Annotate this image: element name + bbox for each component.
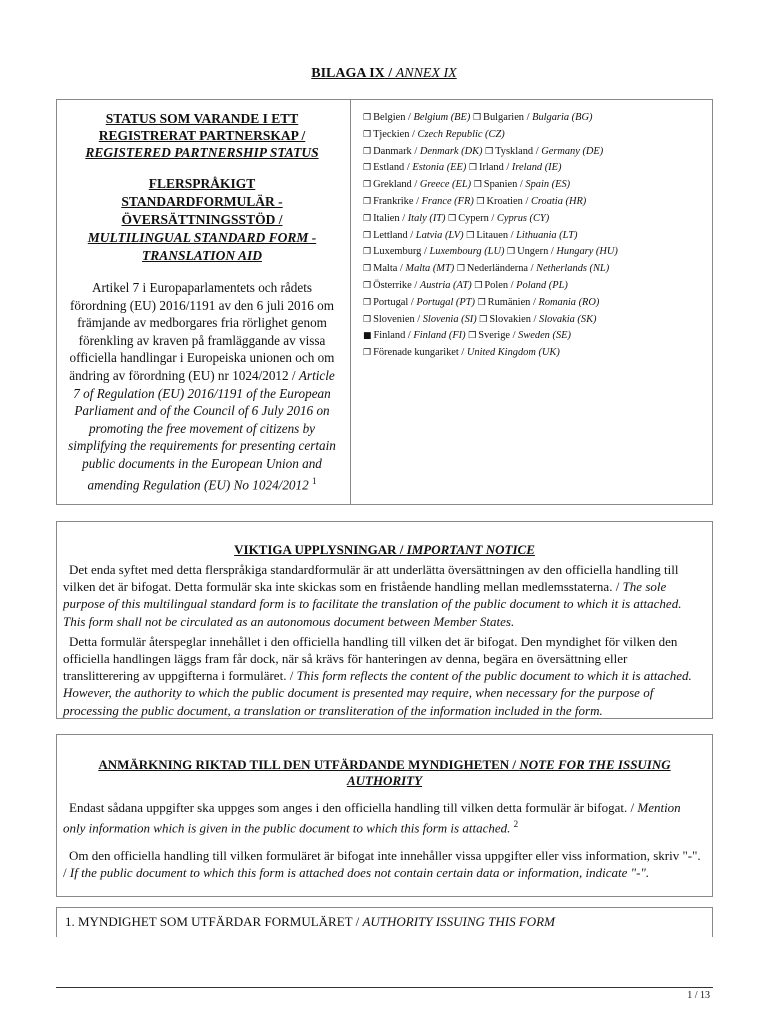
footer-rule <box>56 987 713 988</box>
country-option[interactable]: ❒ Litauen / Lithuania (LT) <box>466 229 578 241</box>
section-1-title-en: AUTHORITY ISSUING THIS FORM <box>362 914 555 929</box>
country-row <box>363 312 708 329</box>
country-row <box>363 144 708 161</box>
country-row <box>363 345 708 362</box>
checkbox-empty-icon[interactable]: ❒ <box>363 180 372 191</box>
section-1-issuing-authority <box>56 907 713 937</box>
notice-p1-en: The sole purpose of this multilingual standard form is to facilitate the translation of the public document to which it is attached. This form shall not be circulated as an autonomous document between Member States. <box>63 579 682 629</box>
checkbox-empty-icon[interactable]: ❒ <box>473 180 482 191</box>
country-name-en: Ireland (IE) <box>511 162 562 174</box>
country-name-sv: Österrike <box>373 279 412 291</box>
country-name-en: Slovenia (SI) <box>422 313 477 325</box>
country-name-en: Romania (RO) <box>538 296 600 308</box>
notice-p2-en: This form reflects the content of the public document to which it is attached. However, the authority to which the public document is presented may require, when necessary for the purpose of processing the public document, a translation or transliteration of the information included in the form. <box>63 668 692 718</box>
country-name-sv: Litauen <box>476 229 509 241</box>
country-name-sv: Ungern <box>517 246 549 258</box>
footnote-marker-2: 2 <box>513 819 519 830</box>
checkbox-empty-icon[interactable]: ❒ <box>476 196 485 207</box>
country-name-sv: Tjeckien <box>373 128 410 140</box>
country-option[interactable]: ❒ Polen / Poland (PL) <box>474 279 568 291</box>
country-row <box>363 295 708 312</box>
regulation-text-tail: Regulation (EU) No 1024/2012 <box>139 476 309 492</box>
annex-title-en: ANNEX IX <box>395 66 457 81</box>
checkbox-empty-icon[interactable]: ❒ <box>363 129 372 140</box>
country-option[interactable]: ❒ Slovakien / Slovakia (SK) <box>479 313 597 325</box>
country-row <box>363 211 708 228</box>
country-option[interactable]: ❒ Tjeckien / Czech Republic (CZ) <box>363 128 505 140</box>
note-heading-sv: ANMÄRKNING RIKTAD TILL DEN UTFÄRDANDE MYNDIGHETEN / <box>98 757 520 772</box>
form-title-en-2: TRANSLATION AID <box>142 248 262 263</box>
note-heading-en: NOTE FOR THE ISSUING AUTHORITY <box>346 757 671 788</box>
member-state-checklist <box>363 110 708 362</box>
notice-paragraph-2 <box>63 633 706 719</box>
page-number: 1 / 13 <box>687 990 710 1001</box>
country-name-en: Lithuania (LT) <box>516 229 578 241</box>
country-option[interactable]: ❒ Luxemburg / Luxembourg (LU) <box>363 246 505 258</box>
note-p1-en: Mention only information which is given in the public document to which this form is attached. <box>63 800 681 836</box>
country-option[interactable]: ❒ Danmark / Denmark (DK) <box>363 145 483 157</box>
column-divider <box>350 100 351 504</box>
country-name-sv: Danmark <box>373 145 412 157</box>
checkbox-empty-icon[interactable]: ❒ <box>363 113 372 123</box>
country-name-en: Germany (DE) <box>541 145 604 157</box>
checkbox-empty-icon[interactable]: ❒ <box>479 314 488 325</box>
country-row <box>363 278 708 295</box>
country-option[interactable]: ❒ Förenade kungariket / United Kingdom (UK) <box>363 347 560 359</box>
country-name-en: Bulgaria (BG) <box>532 112 593 123</box>
country-row <box>363 194 708 211</box>
country-name-sv: Kroatien <box>486 195 523 207</box>
country-name-en: Austria (AT) <box>419 279 472 291</box>
checkbox-empty-icon[interactable]: ❒ <box>363 146 372 157</box>
note-paragraph-1 <box>63 799 706 837</box>
status-title-en: REGISTERED PARTNERSHIP STATUS <box>85 145 319 160</box>
note-paragraph-2 <box>63 847 706 881</box>
country-option[interactable]: ❒ Belgien / Belgium (BE) <box>363 112 471 123</box>
important-notice-box <box>56 521 713 719</box>
country-option[interactable]: ❒ Sverige / Sweden (SE) <box>468 330 571 342</box>
form-title-sv-2: STANDARDFORMULÄR - <box>121 194 283 209</box>
country-name-sv: Polen <box>484 279 509 291</box>
country-option[interactable]: ❒ Estland / Estonia (EE) <box>363 162 467 174</box>
checkbox-empty-icon[interactable]: ❒ <box>472 113 482 123</box>
checkbox-empty-icon[interactable]: ❒ <box>507 247 516 258</box>
country-name-en: Croatia (HR) <box>530 195 587 207</box>
header-box <box>56 99 713 505</box>
country-option[interactable]: ❒ Cypern / Cyprus (CY) <box>448 212 550 224</box>
country-name-sv: Estland <box>373 162 405 174</box>
country-name-sv: Lettland <box>373 229 408 241</box>
country-name-sv: Luxemburg <box>373 246 422 258</box>
country-name-en: Portugal (PT) <box>416 296 475 308</box>
section-1-title-sv: 1. MYNDIGHET SOM UTFÄRDAR FORMULÄRET / <box>65 914 363 929</box>
country-name-en: Slovakia (SK) <box>539 313 597 325</box>
status-title-sv-2: REGISTRERAT PARTNERSKAP / <box>98 128 306 143</box>
country-row <box>363 328 708 345</box>
country-name-sv: Portugal <box>373 296 409 308</box>
country-option[interactable]: ❒ Frankrike / France (FR) <box>363 195 474 207</box>
notice-p1-sv: Det enda syftet med detta flerspråkiga standardformulär är att underlätta översättningen av den officiella handling till vilken det är bifogat. Detta formulär ska inte skickas som en fristående handling mellan medlemsstaterna. / <box>63 562 679 595</box>
country-name-sv: Förenade kungariket <box>373 347 459 359</box>
country-option[interactable]: ■ Finland / Finland (FI) <box>363 330 466 342</box>
annex-title-separator: / <box>384 66 396 81</box>
notice-heading-sv: VIKTIGA UPPLYSNINGAR / <box>234 542 407 557</box>
country-option[interactable]: ❒ Ungern / Hungary (HU) <box>507 246 618 258</box>
country-name-en: Cyprus (CY) <box>496 212 550 224</box>
country-option[interactable]: ❒ Lettland / Latvia (LV) <box>363 229 464 241</box>
checkbox-empty-icon[interactable]: ❒ <box>363 314 372 325</box>
country-name-sv: Sverige <box>478 330 511 342</box>
country-name-sv: Spanien <box>483 179 518 191</box>
country-option[interactable]: ❒ Nederländerna / Netherlands (NL) <box>456 263 610 275</box>
country-name-en: Italy (IT) <box>407 212 446 224</box>
country-option[interactable]: ❒ Rumänien / Romania (RO) <box>477 296 600 308</box>
country-option[interactable]: ❒ Italien / Italy (IT) <box>363 212 446 224</box>
country-row <box>363 261 708 278</box>
checkbox-empty-icon[interactable]: ❒ <box>477 297 486 308</box>
country-name-sv: Finland <box>373 330 406 342</box>
country-name-sv: Frankrike <box>373 195 414 207</box>
country-name-sv: Bulgarien <box>483 112 525 123</box>
country-option[interactable]: ❒ Tyskland / Germany (DE) <box>485 145 604 157</box>
country-row <box>363 244 708 261</box>
country-row <box>363 127 708 144</box>
annex-title-sv: BILAGA IX <box>311 66 385 81</box>
checkbox-empty-icon[interactable]: ❒ <box>363 163 372 174</box>
checkbox-empty-icon[interactable]: ❒ <box>466 230 475 241</box>
country-name-en: Netherlands (NL) <box>536 263 610 275</box>
checkbox-empty-icon[interactable]: ❒ <box>474 280 483 291</box>
country-name-en: Malta (MT) <box>405 263 455 275</box>
country-name-en: Sweden (SE) <box>518 330 571 342</box>
checkbox-empty-icon[interactable]: ❒ <box>363 264 372 275</box>
checkbox-empty-icon[interactable]: ❒ <box>363 247 372 258</box>
checkbox-empty-icon[interactable]: ❒ <box>363 297 372 308</box>
country-name-en: Luxembourg (LU) <box>429 246 505 258</box>
country-name-sv: Cypern <box>458 212 489 224</box>
notice-paragraph-1 <box>63 561 706 630</box>
country-name-sv: Irland <box>479 162 504 174</box>
country-option[interactable]: ❒ Irland / Ireland (IE) <box>468 162 562 174</box>
country-name-sv: Nederländerna <box>466 263 529 275</box>
country-option[interactable]: ❒ Grekland / Greece (EL) <box>363 179 472 191</box>
country-row <box>363 160 708 177</box>
country-name-en: Hungary (HU) <box>556 246 618 258</box>
note-p2-en: If the public document to which this form is attached does not contain certain data or information, indicate "-". <box>69 864 650 880</box>
country-name-en: Czech Republic (CZ) <box>417 128 505 140</box>
notice-heading <box>63 542 706 558</box>
country-option[interactable]: ❒ Spanien / Spain (ES) <box>473 179 571 191</box>
regulation-reference <box>67 279 337 494</box>
note-heading <box>63 757 706 789</box>
country-name-sv: Slovenien <box>373 313 415 325</box>
checkbox-empty-icon[interactable]: ❒ <box>456 264 465 275</box>
note-p1-sv: Endast sådana uppgifter ska uppges som anges i den officiella handling till vilken detta formulär är bifogat. / <box>69 800 638 815</box>
form-title-sv-3: ÖVERSÄTTNINGSSTÖD / <box>121 212 283 227</box>
regulation-text-en: Article 7 of Regulation (EU) 2016/1191 of the European Parliament and of the Council of 6 July 2016 on promoting the free movement of citizens by simplifying the requirements for presenting certain public documents in the European Union and amending <box>68 367 336 492</box>
issuing-authority-note-box <box>56 734 713 897</box>
checkbox-empty-icon[interactable]: ❒ <box>363 280 372 291</box>
country-name-sv: Slovakien <box>489 313 531 325</box>
country-row <box>363 228 708 245</box>
country-option[interactable]: ❒ Bulgarien / Bulgaria (BG) <box>472 112 593 123</box>
country-option[interactable]: ❒ Malta / Malta (MT) <box>363 263 455 275</box>
country-name-sv: Belgien <box>373 112 406 123</box>
country-name-en: Denmark (DK) <box>419 145 483 157</box>
section-1-title <box>65 914 704 930</box>
country-option[interactable]: ❒ Österrike / Austria (AT) <box>363 279 472 291</box>
checkbox-empty-icon[interactable]: ❒ <box>363 213 372 224</box>
country-name-en: Belgium (BE) <box>413 112 471 123</box>
note-p2-sv: Om den officiella handling till vilken formuläret är bifogat inte innehåller vissa uppgifter eller viss information, skriv "-". / <box>63 847 701 880</box>
checkbox-empty-icon[interactable]: ❒ <box>468 163 477 174</box>
country-name-sv: Grekland <box>373 179 412 191</box>
footnote-marker-1: 1 <box>312 475 317 486</box>
checkbox-empty-icon[interactable]: ❒ <box>363 230 372 241</box>
country-option[interactable]: ❒ Portugal / Portugal (PT) <box>363 296 475 308</box>
country-option[interactable]: ❒ Slovenien / Slovenia (SI) <box>363 313 477 325</box>
country-name-sv: Rumänien <box>487 296 531 308</box>
country-name-en: Greece (EL) <box>419 179 472 191</box>
notice-heading-en: IMPORTANT NOTICE <box>406 542 535 557</box>
regulation-text-sv: Artikel 7 i Europaparlamentets och rådets förordning (EU) 2016/1191 av den 6 juli 2016 om främjande av medborgares fria rörlighet genom förenkling av kraven på framläggande av vissa officiella handlingar i Europeiska unionen och om ändring av förordning (EU) nr 1024/2012 / <box>69 280 335 383</box>
checkbox-empty-icon[interactable]: ❒ <box>363 196 372 207</box>
country-name-sv: Italien <box>373 212 400 224</box>
country-name-en: Latvia (LV) <box>415 229 464 241</box>
checkbox-empty-icon[interactable]: ❒ <box>485 146 494 157</box>
checkbox-empty-icon[interactable]: ❒ <box>468 331 477 342</box>
checkbox-empty-icon[interactable]: ❒ <box>448 213 457 224</box>
form-identification <box>67 110 337 494</box>
form-title-en-1: MULTILINGUAL STANDARD FORM - <box>87 230 317 245</box>
country-option[interactable]: ❒ Kroatien / Croatia (HR) <box>476 195 587 207</box>
checkbox-empty-icon[interactable]: ❒ <box>363 348 372 359</box>
country-name-sv: Tyskland <box>495 145 534 157</box>
country-row <box>363 177 708 194</box>
country-name-en: France (FR) <box>421 195 474 207</box>
form-title-sv-1: FLERSPRÅKIGT <box>148 176 256 191</box>
country-name-en: Poland (PL) <box>516 279 568 291</box>
annex-title <box>0 66 768 82</box>
country-name-en: Finland (FI) <box>413 330 466 342</box>
country-name-en: Estonia (EE) <box>412 162 467 174</box>
country-name-en: Spain (ES) <box>525 179 571 191</box>
notice-p2-sv: Detta formulär återspeglar innehållet i den officiella handling till vilken det är bifogat. Den myndighet för vilken den officiella handlingen läggs fram får dock, när så krävs för hanteringen av denna, begära en översättning eller translitterering av uppgifterna i formuläret. / <box>63 633 678 684</box>
checkbox-checked-icon[interactable]: ■ <box>363 331 372 342</box>
country-name-sv: Malta <box>373 263 398 275</box>
country-row <box>363 110 708 127</box>
country-name-en: United Kingdom (UK) <box>466 347 560 359</box>
status-title-sv-1: STATUS SOM VARANDE I ETT <box>105 111 299 126</box>
